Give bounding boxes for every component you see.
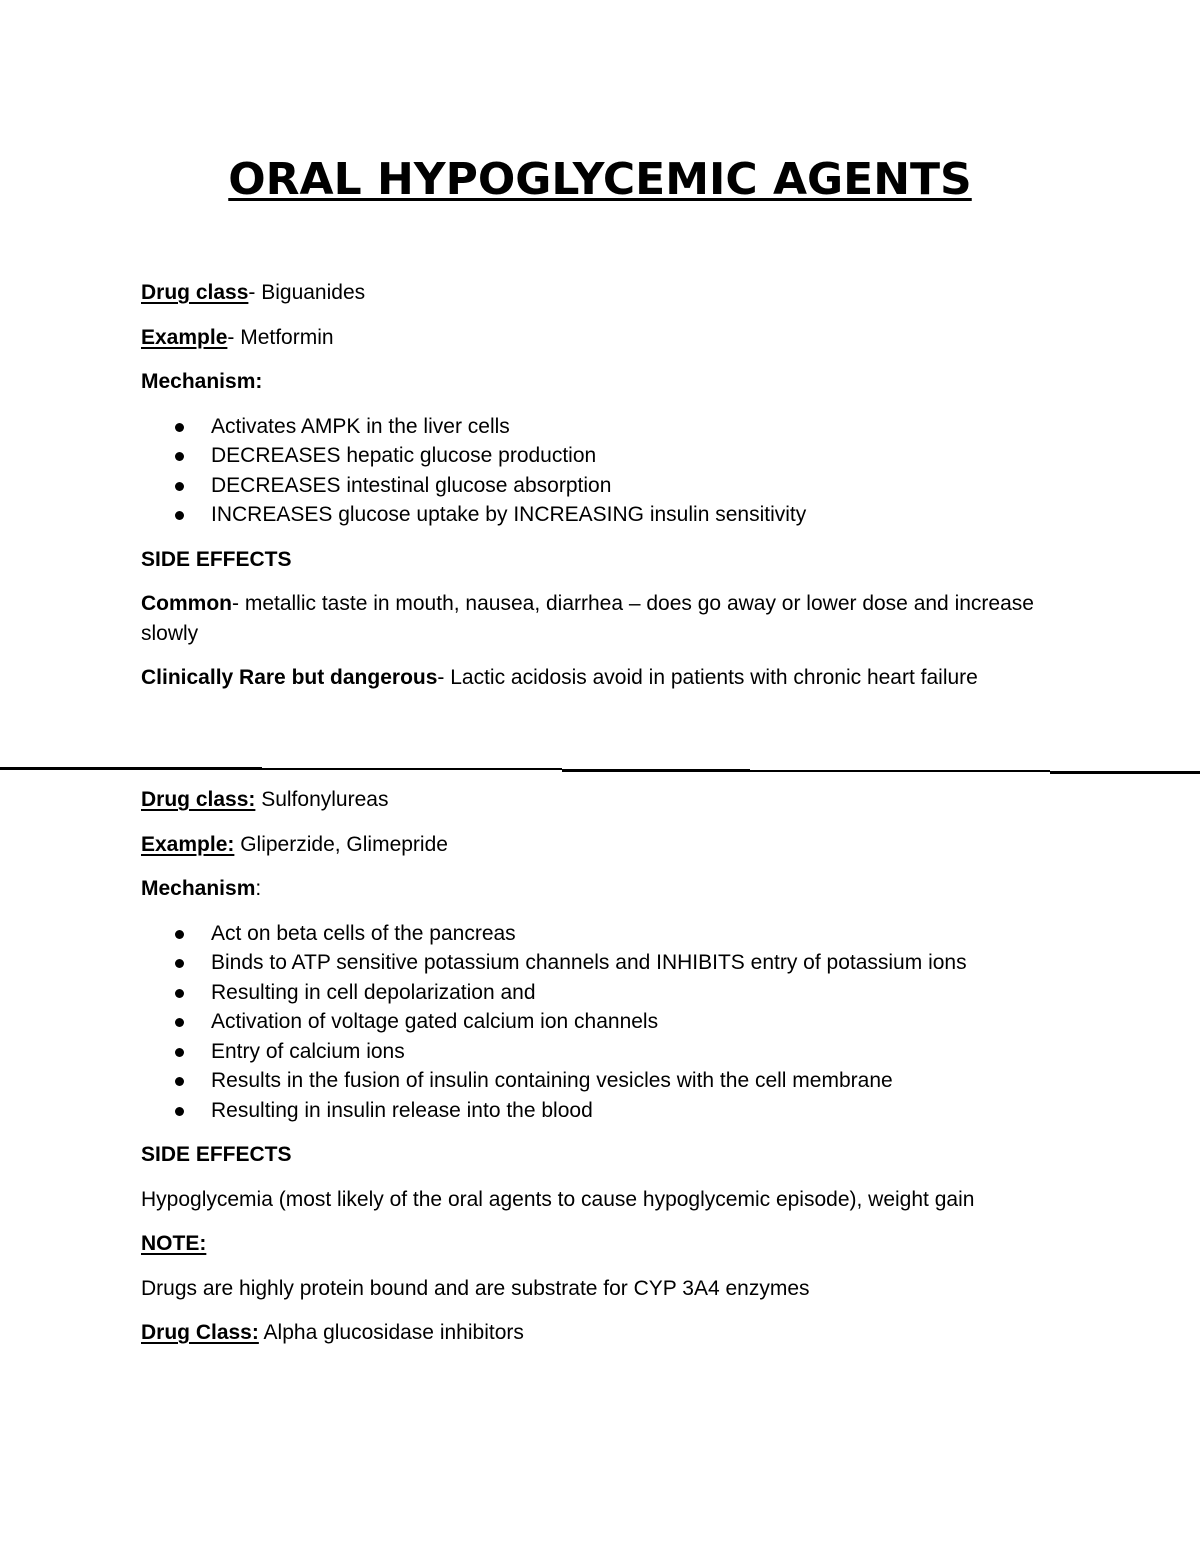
example-line (141, 830, 1071, 860)
bullet-icon (175, 1107, 184, 1116)
example-label: Example (141, 325, 228, 349)
mechanism-heading (141, 367, 1071, 397)
list-item-text: Resulting in insulin release into the blood (211, 1098, 593, 1122)
rare-text: - Lactic acidosis avoid in patients with chronic heart failure (437, 666, 978, 689)
drug-class-line (141, 278, 1071, 308)
side-effects-label: SIDE EFFECTS (141, 1143, 292, 1166)
list-item-text: Activation of voltage gated calcium ion channels (211, 1010, 659, 1033)
section-divider (1050, 771, 1200, 774)
list-item-text: Resulting in cell depolarization and (211, 980, 536, 1004)
example-separator: - (227, 325, 241, 349)
common-label: Common (141, 592, 232, 615)
mechanism-list (141, 412, 1071, 530)
drug-class-label: Drug class (141, 281, 249, 304)
note-heading (141, 1229, 1071, 1259)
mechanism-heading (141, 874, 1071, 904)
bullet-icon (175, 511, 184, 520)
page-title: ORAL HYPOGLYCEMIC AGENTS (228, 154, 972, 205)
list-item-text: Results in the fusion of insulin containing vesicles with the cell membrane (211, 1069, 893, 1092)
list-item-text: Binds to ATP sensitive potassium channels and INHIBITS entry of potassium ions (211, 951, 967, 974)
common-side-effects (141, 589, 1071, 648)
example-value: Gliperzide, Glimepride (234, 832, 448, 856)
list-item (141, 471, 1071, 501)
mechanism-list (141, 919, 1071, 1126)
section-divider (0, 767, 262, 770)
section-divider (750, 770, 1050, 772)
mechanism-colon: : (255, 877, 262, 900)
list-item (141, 412, 1071, 442)
rare-label: Clinically Rare but dangerous (141, 666, 438, 689)
bullet-icon (175, 423, 184, 432)
bullet-icon (175, 959, 184, 968)
list-item-text: INCREASES glucose uptake by INCREASING insulin sensitivity (211, 503, 807, 526)
list-item (141, 1037, 1071, 1067)
note-label: NOTE: (141, 1232, 207, 1255)
note-text: Drugs are highly protein bound and are substrate for CYP 3A4 enzymes (141, 1276, 810, 1300)
bullet-icon (175, 1048, 184, 1057)
drug-class-value: Sulfonylureas (255, 788, 389, 811)
list-item (141, 1096, 1071, 1126)
list-item (141, 500, 1071, 530)
drug-class-value: Alpha glucosidase inhibitors (258, 1321, 524, 1344)
rare-side-effects (141, 663, 1071, 693)
section-sulfonylureas (141, 785, 1071, 1363)
drug-class-value: Biguanides (261, 281, 366, 304)
section-divider (562, 769, 750, 772)
mechanism-label: Mechanism: (141, 370, 263, 393)
example-line (141, 323, 1071, 353)
list-item-text: Act on beta cells of the pancreas (211, 921, 516, 945)
drug-class-label: Drug Class: (141, 1321, 259, 1344)
list-item (141, 1007, 1071, 1037)
bullet-icon (175, 1077, 184, 1086)
list-item (141, 978, 1071, 1008)
drug-class-separator: - (248, 281, 262, 304)
bullet-icon (175, 1018, 184, 1027)
list-item (141, 441, 1071, 471)
drug-class-line-alpha (141, 1318, 1071, 1348)
list-item (141, 1066, 1071, 1096)
bullet-icon (175, 452, 184, 461)
side-effects-heading (141, 1140, 1071, 1170)
list-item-text: Entry of calcium ions (211, 1039, 405, 1063)
bullet-icon (175, 930, 184, 939)
list-item-text: Activates AMPK in the liver cells (211, 414, 510, 438)
mechanism-label: Mechanism (141, 877, 256, 900)
list-item (141, 948, 1071, 978)
list-item (141, 919, 1071, 949)
section-biguanides (141, 278, 1071, 708)
side-effects-text: Hypoglycemia (most likely of the oral agents to cause hypoglycemic episode), weight gain (141, 1187, 975, 1211)
section-divider (262, 768, 562, 770)
side-effects-heading (141, 545, 1071, 575)
example-value: Metformin (240, 325, 334, 349)
example-label: Example: (141, 832, 235, 856)
drug-class-line (141, 785, 1071, 815)
drug-class-label: Drug class: (141, 788, 256, 811)
list-item-text: DECREASES hepatic glucose production (211, 444, 597, 467)
common-text: - metallic taste in mouth, nausea, diarrhea – does go away or lower dose and increase slowly (141, 592, 1034, 645)
list-item-text: DECREASES intestinal glucose absorption (211, 473, 612, 497)
bullet-icon (175, 989, 184, 998)
bullet-icon (175, 482, 184, 491)
side-effects-label: SIDE EFFECTS (141, 547, 292, 571)
